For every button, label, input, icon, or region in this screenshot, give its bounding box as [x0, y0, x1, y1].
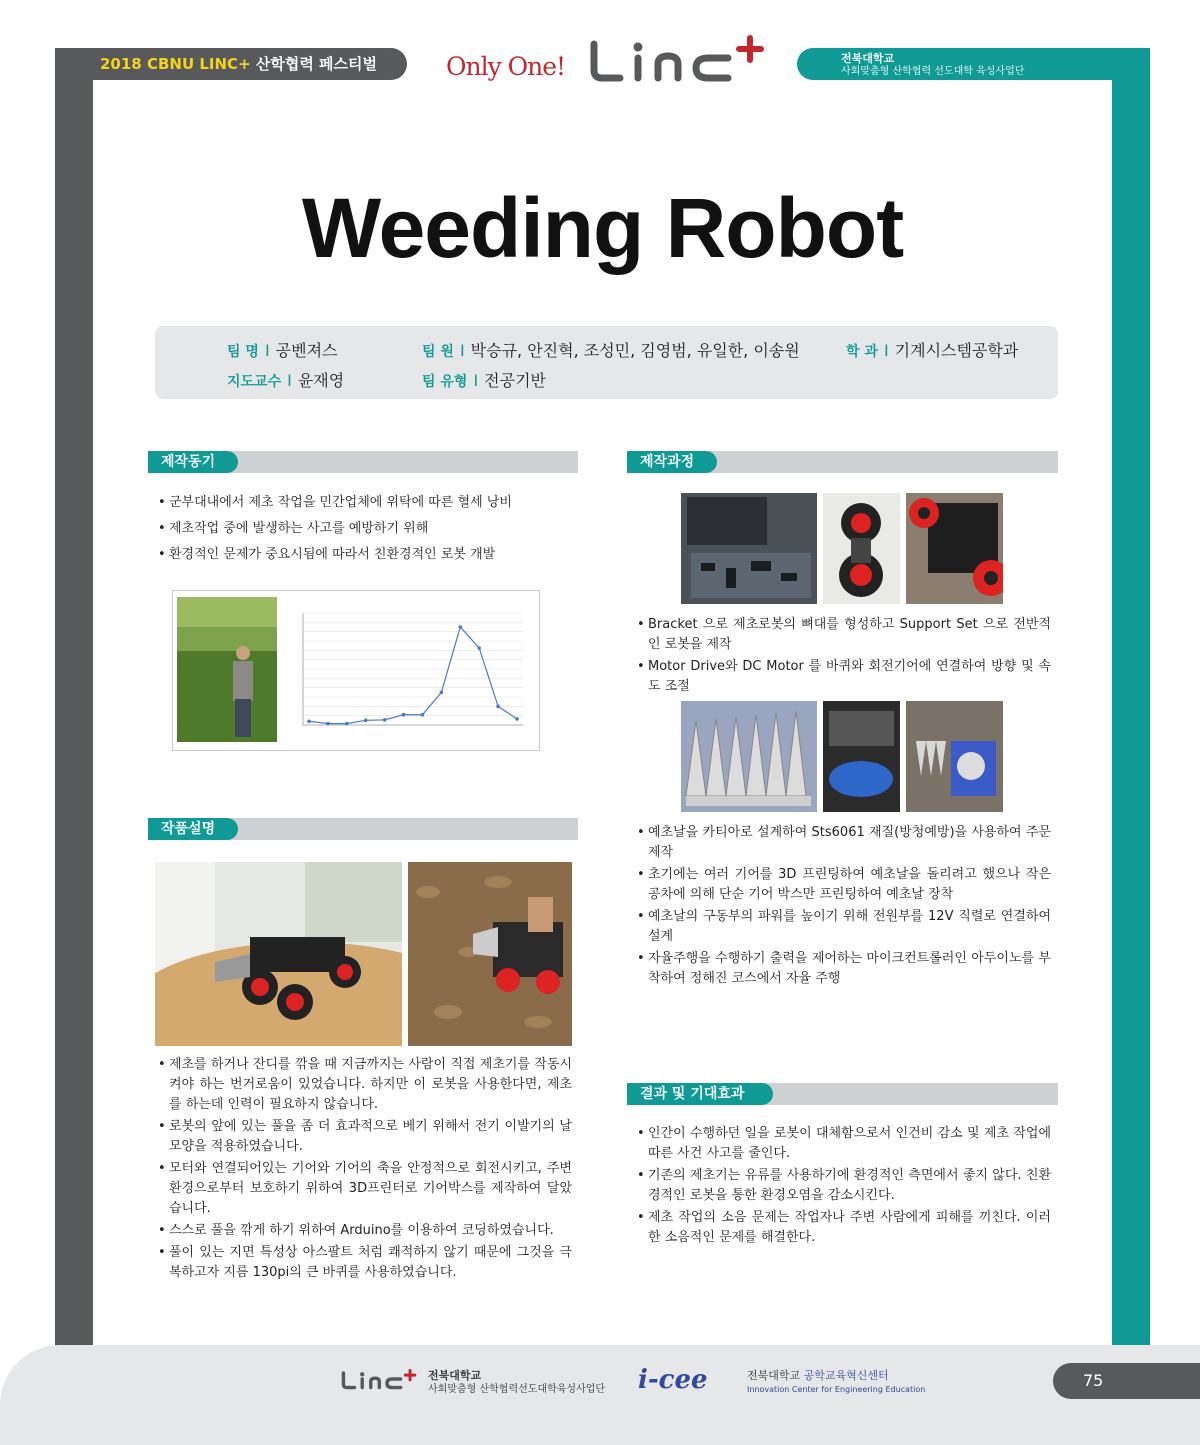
section-process-title: 제작과정 [627, 451, 717, 473]
chart-point [307, 719, 311, 723]
list-item: • 제초 작업의 소음 문제는 작업자나 주변 사람에게 피해를 끼친다. 이러한 소음적인 문제를 해결한다. [637, 1208, 1051, 1248]
chart-point [440, 691, 444, 695]
section-motivation-title: 제작동기 [148, 451, 238, 473]
section-results-title: 결과 및 기대효과 [627, 1083, 773, 1105]
frame-left-bar [55, 48, 93, 1348]
chart-point [477, 646, 481, 650]
university-name: 전북대학교 [841, 52, 895, 65]
section-results-header [627, 1083, 1058, 1105]
process-list-a [637, 615, 1051, 699]
separator: I [287, 371, 292, 390]
footer-linc-logo [340, 1366, 422, 1392]
mounted-blade-photo [906, 701, 1003, 812]
motivation-list [158, 491, 568, 569]
footer-center [747, 1369, 889, 1382]
slogan: Only One! [446, 52, 566, 81]
list-item: • 제초작업 중에 발생하는 사고를 예방하기 위해 [158, 517, 568, 541]
type-label: 팀 유형 [422, 374, 468, 390]
members: 박승규, 안진혁, 조성민, 김영범, 유일한, 이송원 [470, 341, 800, 360]
3d-printer-photo [823, 701, 900, 812]
separator: I [883, 341, 889, 360]
list-item: • 제초를 하거나 잔디를 깎을 때 지금까지는 사람이 직접 제초기를 작동시켜야 하는 번거로움이 있었습니다. 하지만 이 로봇을 사용한다면, 제초를 하는데 인력이 필요하지 않습니다. [158, 1055, 572, 1115]
dept-label: 학 과 [846, 344, 878, 360]
chart-point [345, 722, 349, 726]
team-info-box [155, 326, 1058, 399]
chassis-photo [906, 493, 1003, 604]
list-item: • 예초날을 카티아로 설계하여 Sts6061 재질(방청예방)을 사용하여 주문 제작 [637, 823, 1051, 863]
team-type: 전공기반 [484, 371, 546, 390]
chart-series-line [309, 627, 517, 724]
list-item: • 모터와 연결되어있는 기어와 기어의 축을 안정적으로 회전시키고, 주변 환경으로부터 보호하기 위하여 3D프린터로 기어박스를 제작하여 달았습니다. [158, 1159, 572, 1219]
chart-point [402, 713, 406, 717]
section-description-header [148, 818, 578, 840]
chart-figure [172, 590, 540, 751]
list-item: • 풀이 있는 지면 특성상 아스팔트 처럼 쾌적하지 않기 때문에 그것을 극복하고자 지름 130pi의 큰 바퀴를 사용하였습니다. [158, 1243, 572, 1283]
wheel-assembly-photo [823, 493, 900, 604]
event-banner [55, 48, 407, 80]
page-title: Weeding Robot [301, 181, 904, 275]
list-item: • 인간이 수행하던 일을 로봇이 대체함으로서 인건비 감소 및 제초 작업에 따른 사건 사고를 줄인다. [637, 1124, 1051, 1164]
event-year: 2018 CBNU LINC+ [100, 55, 251, 73]
program-name: 사회맞춤형 산학협력 선도대학 육성사업단 [841, 66, 1025, 77]
page-number: 75 [1053, 1363, 1200, 1399]
footer-center-en: Innovation Center for Engineering Education [747, 1385, 926, 1394]
robot-photo-field [408, 862, 572, 1046]
separator: I [459, 341, 465, 360]
list-item: • 군부대내에서 제초 작업을 민간업체에 위탁에 따른 혈세 낭비 [158, 491, 568, 515]
blade-cad-image [681, 701, 817, 812]
chart-point [364, 719, 368, 723]
list-item: • 초기에는 여러 기어를 3D 프린팅하여 예초날을 돌리려고 했으나 작은 공차에 의해 단순 기어 박스만 프린팅하여 예초날 장착 [637, 865, 1051, 905]
chart-point [421, 713, 425, 717]
footer-university: 전북대학교 [428, 1369, 482, 1382]
list-item: • 환경적인 문제가 중요시됨에 따라서 친환경적인 로봇 개발 [158, 543, 568, 567]
results-list [637, 1124, 1051, 1250]
description-list [158, 1055, 572, 1285]
chart-point [326, 722, 330, 726]
advisor: 윤재영 [297, 371, 345, 390]
parts-photo [681, 493, 817, 604]
list-item: • 자율주행을 수행하기 출력을 제어하는 마이크컨트롤러인 아두이노를 부착하여 정해진 코스에서 자율 주행 [637, 949, 1051, 989]
footer-center-name: 공학교육혁신센터 [803, 1369, 889, 1382]
event-name: 산학협력 페스티벌 [255, 55, 378, 73]
dept: 기계시스템공학과 [894, 341, 1019, 360]
chart-point [383, 718, 387, 722]
list-item: • Motor Drive와 DC Motor 를 바퀴와 회전기어에 연결하여 방향 및 속도 조절 [637, 657, 1051, 697]
list-item: • 기존의 제초기는 유류를 사용하기에 환경적인 측면에서 좋지 않다. 친환경적인 로봇을 통한 환경오염을 감소시킨다. [637, 1166, 1051, 1206]
chart-point [496, 705, 500, 709]
list-item: • 로봇의 앞에 있는 풀을 좀 더 효과적으로 베기 위해서 전기 이발기의 날 모양을 적용하였습니다. [158, 1117, 572, 1157]
process-list-b [637, 823, 1051, 991]
chart-point [458, 625, 462, 629]
section-motivation-header [148, 451, 578, 473]
list-item: • 예초날의 구동부의 파워를 높이기 위해 전원부를 12V 직렬로 연결하여 설계 [637, 907, 1051, 947]
robot-photo-table [155, 862, 402, 1046]
footer-icee-logo: i-cee [638, 1365, 708, 1395]
type-row [422, 368, 546, 391]
accident-line-chart [283, 595, 533, 745]
separator: I [473, 371, 479, 390]
linc-logo [586, 30, 778, 86]
university-banner [797, 48, 1150, 80]
chart-point [515, 717, 519, 721]
footer-program: 사회맞춤형 산학협력선도대학육성사업단 [428, 1384, 606, 1395]
frame-right-bar [1112, 48, 1150, 1348]
section-description-title: 작품설명 [148, 818, 238, 840]
team-name: 공벤져스 [275, 341, 338, 360]
list-item: • Bracket 으로 제초로봇의 뼈대를 형성하고 Support Set 으로 전반적인 로봇을 제작 [637, 615, 1051, 655]
members-label: 팀 원 [422, 344, 454, 360]
team-name-label: 팀 명 [227, 344, 259, 360]
members-row [422, 338, 800, 361]
footer-center-univ: 전북대학교 [747, 1369, 801, 1382]
section-process-header [627, 451, 1058, 473]
advisor-row [227, 368, 344, 391]
list-item: • 스스로 풀을 깎게 하기 위하여 Arduino를 이용하여 코딩하였습니다. [158, 1221, 572, 1241]
dept-row [846, 338, 1018, 361]
separator: I [264, 341, 270, 360]
advisor-label: 지도교수 [227, 374, 282, 390]
team-name-row [227, 338, 337, 361]
